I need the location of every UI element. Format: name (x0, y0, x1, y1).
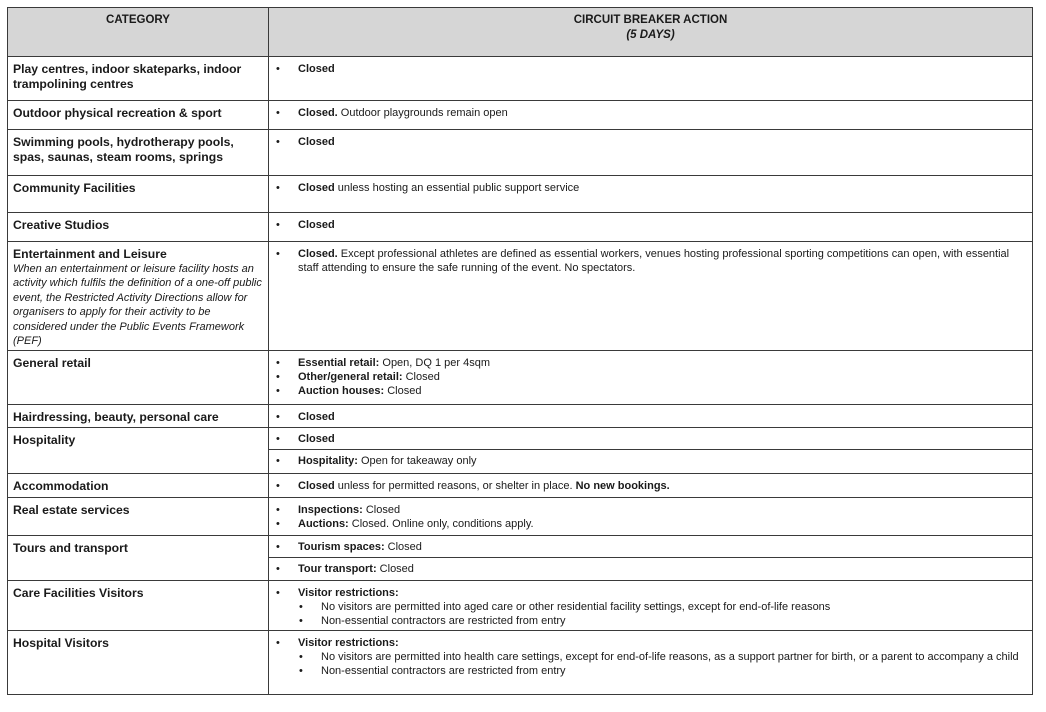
list-item: • Tourism spaces: Closed (276, 541, 422, 554)
category-cell: General retail (8, 351, 269, 405)
category-cell: Swimming pools, hydrotherapy pools, spas, saunas, steam rooms, springs (8, 130, 269, 176)
action-cell (269, 536, 1033, 581)
bullet-icon: • (276, 587, 280, 600)
category-cell: Accommodation (8, 474, 269, 498)
category-title: Entertainment and Leisure (13, 247, 167, 261)
list-item: • Closed unless hosting an essential public support service (276, 182, 580, 194)
table-row (8, 536, 1033, 581)
list-item: • Other/general retail: Closed (276, 371, 440, 384)
action-subcell (269, 428, 1032, 449)
action-cell (269, 351, 1033, 405)
list-item: • Essential retail: Open, DQ 1 per 4sqm (276, 357, 490, 370)
list-item: • Closed (276, 136, 335, 148)
category-cell: Care Facilities Visitors (8, 581, 269, 631)
bullet-icon: • (276, 637, 280, 650)
list-item: • Closed (276, 219, 335, 231)
column-header-category: CATEGORY (8, 8, 269, 57)
table-row (8, 242, 1033, 351)
action-subcell (269, 536, 1032, 557)
list-item: • Auctions: Closed. Online only, conditions apply. (276, 518, 534, 531)
action-cell (269, 101, 1033, 130)
bullet-icon: • (299, 601, 303, 614)
bullet-icon: • (276, 455, 280, 468)
bullet-icon: • (276, 563, 280, 576)
table-header-row (8, 8, 1033, 57)
list-item: • Closed (276, 411, 335, 424)
action-cell (269, 631, 1033, 695)
list-item: • Closed. Outdoor playgrounds remain open (276, 107, 508, 119)
category-cell (8, 242, 269, 351)
restrictions-table (7, 7, 1033, 695)
bullet-icon: • (299, 615, 303, 628)
action-cell (269, 428, 1033, 474)
bullet-icon: • (276, 63, 280, 75)
table-row (8, 428, 1033, 474)
table-row (8, 474, 1033, 498)
bullet-icon: • (276, 385, 280, 398)
action-cell (269, 242, 1033, 351)
list-item: • Inspections: Closed (276, 504, 401, 517)
action-cell (269, 176, 1033, 213)
list-item: • Closed unless for permitted reasons, or shelter in place. No new bookings. (276, 480, 670, 493)
list-item: • Closed (276, 433, 335, 446)
action-cell (269, 57, 1033, 101)
category-cell: Play centres, indoor skateparks, indoor trampolining centres (8, 57, 269, 101)
table-row (8, 176, 1033, 213)
list-item: • Hospitality: Open for takeaway only (276, 455, 477, 468)
category-cell: Community Facilities (8, 176, 269, 213)
bullet-icon: • (276, 433, 280, 446)
action-cell (269, 130, 1033, 176)
action-cell (269, 405, 1033, 428)
category-cell: Tours and transport (8, 536, 269, 581)
sub-list-item: • Non-essential contractors are restricted from entry (299, 615, 566, 628)
sub-list-item: • No visitors are permitted into aged care or other residential facility settings, except for end-of-life reasons (299, 601, 831, 614)
table-row (8, 57, 1033, 101)
bullet-icon: • (276, 518, 280, 531)
table-row (8, 581, 1033, 631)
bullet-icon: • (276, 248, 280, 260)
action-cell (269, 498, 1033, 536)
table-row (8, 101, 1033, 130)
bullet-icon: • (299, 665, 303, 678)
category-cell: Hospital Visitors (8, 631, 269, 695)
bullet-icon: • (276, 107, 280, 119)
table-row (8, 213, 1033, 242)
bullet-icon: • (276, 411, 280, 424)
action-cell (269, 474, 1033, 498)
category-cell: Outdoor physical recreation & sport (8, 101, 269, 130)
bullet-icon: • (276, 136, 280, 148)
bullet-icon: • (299, 651, 303, 664)
list-item: • Auction houses: Closed (276, 385, 422, 398)
bullet-icon: • (276, 357, 280, 370)
table-row (8, 130, 1033, 176)
sub-list-item: • Non-essential contractors are restricted from entry (299, 665, 566, 678)
column-header-action-subtitle: (5 DAYS) (626, 29, 675, 41)
restrictions-table-wrapper (7, 7, 1032, 695)
list-item: • Closed. Except professional athletes are defined as essential workers, venues hosting professional sporting competitions can open, with essential staff attending to ensure the safe running of the event. No spectators. (276, 248, 1010, 274)
bullet-icon: • (276, 480, 280, 493)
category-cell: Hairdressing, beauty, personal care (8, 405, 269, 428)
action-cell (269, 213, 1033, 242)
table-row (8, 351, 1033, 405)
list-item: • Visitor restrictions: (276, 637, 399, 650)
column-header-action: CIRCUIT BREAKER ACTION (5 DAYS) (269, 8, 1033, 57)
bullet-icon: • (276, 504, 280, 517)
bullet-icon: • (276, 219, 280, 231)
category-cell: Hospitality (8, 428, 269, 474)
list-item: • Closed (276, 63, 335, 75)
list-item: • Tour transport: Closed (276, 563, 414, 576)
action-subcell (269, 449, 1032, 471)
table-row (8, 631, 1033, 695)
sub-list-item: • No visitors are permitted into health care settings, except for end-of-life reasons, as a support partner for birth, or a parent to accompany a child (299, 651, 1019, 664)
bullet-icon: • (276, 541, 280, 554)
bullet-icon: • (276, 182, 280, 194)
action-subcell (269, 557, 1032, 579)
category-note: When an entertainment or leisure facility hosts an activity which fulfils the definition of a one-off public event, the Restricted Activity Directions allow for organisers to apply for their activity to be considered under the Public Events Framework (PEF) (13, 263, 262, 348)
list-item: • Visitor restrictions: (276, 587, 399, 600)
category-cell: Creative Studios (8, 213, 269, 242)
action-cell (269, 581, 1033, 631)
category-cell: Real estate services (8, 498, 269, 536)
table-row (8, 405, 1033, 428)
bullet-icon: • (276, 371, 280, 384)
table-row (8, 498, 1033, 536)
